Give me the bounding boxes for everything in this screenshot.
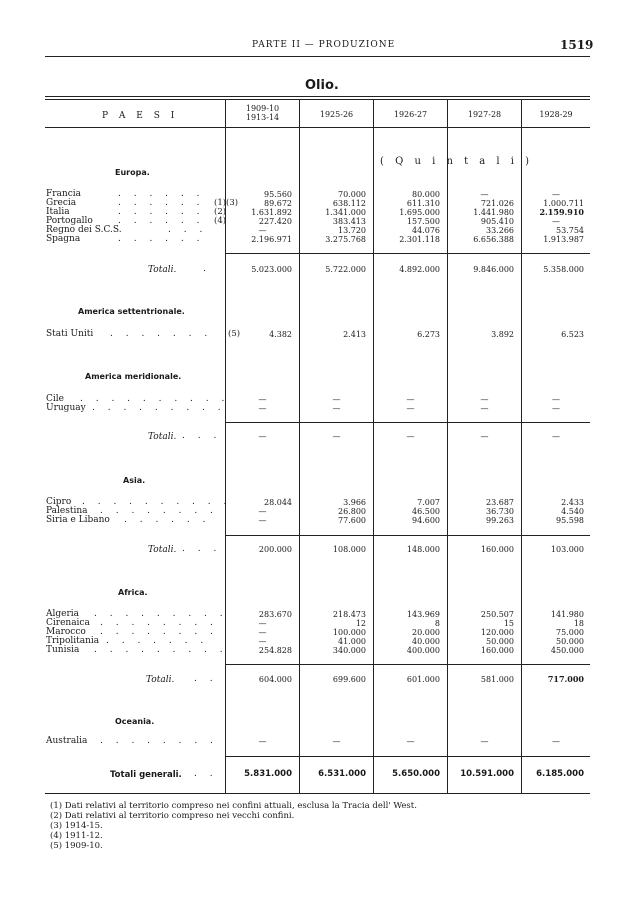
totals-label: Totali. (148, 265, 177, 275)
total-value: — (552, 432, 560, 441)
value-cell: — (258, 395, 267, 404)
value-cell: — (406, 395, 415, 404)
value-cell: 80.000 (412, 190, 440, 199)
header-rule (45, 56, 590, 57)
value-cell: — (480, 737, 489, 746)
subtotal-rule (226, 664, 590, 665)
value-cell: 2.159.910 (539, 207, 584, 217)
column-header-paesi: P A E S I (102, 111, 179, 121)
value-cell: 227.420 (258, 217, 292, 226)
value-cell: 20.000 (412, 628, 440, 637)
grand-total-value: 6.531.000 (318, 769, 366, 779)
value-cell: 2.413 (343, 330, 366, 339)
total-value: 160.000 (480, 545, 514, 554)
country-name: Francia (46, 189, 81, 199)
value-cell: 254.828 (258, 646, 292, 655)
value-cell: 3.892 (491, 330, 514, 339)
total-value: 717.000 (547, 674, 584, 684)
grand-total-label: Totali generali. (110, 770, 182, 780)
value-cell: 611.310 (406, 199, 440, 208)
leader-dots: . . . . . . . (110, 329, 213, 339)
grand-total-value: 10.591.000 (460, 769, 514, 779)
value-cell: 3.966 (343, 498, 366, 507)
leader-dots: . . . . . . . . (100, 618, 218, 628)
table-header-rule (45, 127, 590, 128)
value-cell: 1.341.000 (325, 208, 366, 217)
total-value: — (480, 432, 489, 441)
leader-dots: . . . . . . . (106, 636, 209, 646)
value-cell: 70.000 (338, 190, 366, 199)
value-cell: 400.000 (406, 646, 440, 655)
value-cell: 3.275.768 (325, 235, 366, 244)
value-cell: 77.600 (338, 516, 366, 525)
value-cell: 89.672 (264, 199, 292, 208)
leader-dots: . . . . . . . . (100, 736, 218, 746)
value-cell: — (406, 737, 415, 746)
totals-label: Totali. (148, 545, 177, 555)
value-cell: 95.598 (556, 516, 584, 525)
value-cell: 6.523 (561, 330, 584, 339)
leader-dots: . . (194, 769, 218, 779)
leader-dots: . . . . . . (118, 189, 205, 199)
grand-total-value: 5.831.000 (244, 769, 292, 779)
value-cell: 1.631.892 (251, 208, 292, 217)
column-header-year: 1928-29 (539, 110, 573, 119)
value-cell: 2.301.118 (399, 235, 440, 244)
column-header-year: 1925-26 (319, 110, 354, 119)
total-value: 200.000 (258, 545, 292, 554)
total-value: — (332, 432, 341, 441)
country-name: Grecia (46, 198, 77, 208)
leader-dots: . . . (182, 431, 222, 441)
leader-dots: . . . . . . (118, 216, 205, 226)
value-cell: 75.000 (556, 628, 584, 637)
value-cell: — (552, 404, 560, 413)
footnote-ref: (2) (214, 207, 227, 217)
leader-dots: . . . . . . . . (100, 506, 218, 516)
value-cell: — (258, 516, 267, 525)
value-cell: 4.540 (561, 507, 584, 516)
total-value: 5.722.000 (325, 265, 366, 274)
value-cell: 46.500 (412, 507, 440, 516)
country-name: Siria e Libano (46, 515, 110, 525)
value-cell: 12 (355, 619, 366, 628)
value-cell: 721.026 (480, 199, 514, 208)
value-cell: 8 (434, 619, 440, 628)
value-cell: — (552, 217, 560, 226)
value-cell: 15 (503, 619, 514, 628)
value-cell: 36.730 (486, 507, 514, 516)
footnote-ref: (5) (228, 329, 241, 339)
value-cell: 1.000.711 (543, 199, 584, 208)
value-cell: 40.000 (412, 637, 440, 646)
value-cell: — (332, 737, 341, 746)
leader-dots: . . . (182, 544, 222, 554)
totals-label: Totali. (146, 675, 175, 685)
value-cell: 283.670 (258, 610, 292, 619)
column-header-prewar-line2: 1913-14 (245, 113, 280, 122)
total-value: 5.023.000 (251, 265, 292, 274)
leader-dots: . (203, 264, 211, 274)
leader-dots: . . . (168, 225, 208, 235)
value-cell: 1.913.987 (543, 235, 584, 244)
value-cell: 143.969 (406, 610, 440, 619)
value-cell: 218.473 (332, 610, 366, 619)
value-cell: 141.980 (550, 610, 584, 619)
footnote: (2) Dati relativi al territorio compreso nei vecchi confini. (50, 811, 295, 821)
leader-dots: . . . . . . . . (100, 627, 218, 637)
total-value: 103.000 (550, 545, 584, 554)
value-cell: 160.000 (480, 646, 514, 655)
value-cell: 28.044 (264, 498, 292, 507)
country-name: Uruguay (46, 403, 86, 413)
grand-total-value: 5.650.000 (392, 769, 440, 779)
value-cell: — (332, 404, 341, 413)
value-cell: — (258, 404, 267, 413)
value-cell: — (552, 737, 560, 746)
value-cell: 638.112 (332, 199, 366, 208)
value-cell: 1.441.980 (473, 208, 514, 217)
value-cell: 100.000 (332, 628, 366, 637)
column-header-prewar-line1: 1909-10 (245, 104, 280, 113)
value-cell: 450.000 (550, 646, 584, 655)
country-name: Italia (46, 207, 70, 217)
subtotal-rule (226, 535, 590, 536)
region-heading: America settentrionale. (78, 307, 185, 316)
value-cell: — (258, 226, 267, 235)
total-value: 108.000 (332, 545, 366, 554)
country-name: Stati Uniti (46, 329, 94, 339)
page-number: 1519 (560, 38, 594, 52)
value-cell: — (480, 190, 489, 199)
total-value: 581.000 (480, 675, 514, 684)
country-name: Regno dei S.C.S. (46, 225, 122, 235)
total-value: 601.000 (406, 675, 440, 684)
value-cell: — (552, 190, 560, 199)
value-cell: 4.382 (269, 330, 292, 339)
table-top-rule-2 (45, 99, 590, 100)
region-heading: Europa. (115, 168, 150, 177)
leader-dots: . . . . . . (118, 234, 205, 244)
value-cell: — (258, 628, 267, 637)
total-value: 4.892.000 (399, 265, 440, 274)
region-heading: Oceania. (115, 717, 155, 726)
subtotal-rule (226, 253, 590, 254)
value-cell: 33.266 (486, 226, 514, 235)
country-name: Algeria (46, 609, 80, 619)
total-value: — (406, 432, 415, 441)
grand-total-value: 6.185.000 (536, 769, 584, 779)
value-cell: — (258, 737, 267, 746)
value-cell: 99.263 (486, 516, 514, 525)
value-cell: 41.000 (338, 637, 366, 646)
table-bottom-rule (45, 793, 590, 794)
footnote: (4) 1911-12. (50, 831, 103, 841)
country-name: Tunisia (46, 645, 80, 655)
total-value: — (258, 432, 267, 441)
country-name: Palestina (46, 506, 88, 516)
total-value: 9.846.000 (473, 265, 514, 274)
value-cell: — (480, 404, 489, 413)
value-cell: 250.507 (480, 610, 514, 619)
country-name: Spagna (46, 234, 81, 244)
value-cell: 23.687 (486, 498, 514, 507)
table-top-rule-1 (45, 96, 590, 97)
value-cell: 2.433 (561, 498, 584, 507)
value-cell: 157.500 (406, 217, 440, 226)
footnote: (1) Dati relativi al territorio compreso nei confini attuali, esclusa la Tracia dell' West. (50, 801, 417, 811)
region-heading: Asia. (123, 476, 146, 485)
subtotal-rule (226, 756, 590, 757)
region-heading: America meridionale. (85, 372, 182, 381)
totals-label: Totali. (148, 432, 177, 442)
value-cell: — (258, 507, 267, 516)
value-cell: 120.000 (480, 628, 514, 637)
value-cell: — (552, 395, 560, 404)
value-cell: 53.754 (556, 226, 584, 235)
country-name: Australia (46, 736, 88, 746)
value-cell: 1.695.000 (399, 208, 440, 217)
total-value: 148.000 (406, 545, 440, 554)
leader-dots: . . . . . . . . . . (82, 497, 232, 507)
value-cell: 6.273 (417, 330, 440, 339)
country-name: Cile (46, 394, 64, 404)
value-cell: 13.720 (338, 226, 366, 235)
leader-dots: . . . . . . . . . (92, 403, 226, 413)
subtotal-rule (226, 422, 590, 423)
page-title: Olio. (305, 78, 339, 93)
value-cell: 2.196.971 (251, 235, 292, 244)
footnotes (50, 801, 417, 851)
value-cell: 18 (573, 619, 584, 628)
leader-dots: . . . . . . (118, 198, 205, 208)
total-value: 5.358.000 (543, 265, 584, 274)
region-heading: Africa. (118, 588, 148, 597)
value-cell: 44.076 (412, 226, 440, 235)
footnote-ref: (4) (214, 216, 227, 226)
value-cell: — (332, 395, 341, 404)
value-cell: 94.600 (412, 516, 440, 525)
footnote: (3) 1914-15. (50, 821, 103, 831)
country-name: Cirenaica (46, 618, 90, 628)
country-name: Cipro (46, 497, 72, 507)
value-cell: — (258, 637, 267, 646)
leader-dots: . . . . . . (124, 515, 211, 525)
country-name: Portogallo (46, 216, 93, 226)
leader-dots: . . (194, 674, 218, 684)
value-cell: — (406, 404, 415, 413)
footnote-ref: (1)(3) (214, 198, 239, 208)
total-value: 604.000 (258, 675, 292, 684)
total-value: 699.600 (332, 675, 366, 684)
value-cell: 340.000 (332, 646, 366, 655)
country-name: Marocco (46, 627, 86, 637)
value-cell: 26.800 (338, 507, 366, 516)
value-cell: 50.000 (556, 637, 584, 646)
leader-dots: . . . . . . . . . (94, 609, 228, 619)
running-header: PARTE II — PRODUZIONE (252, 40, 396, 50)
unit-label: ( Q u i n t a l i ) (380, 156, 534, 167)
column-header-year: 1926-27 (393, 110, 428, 119)
country-name: Tripolitania (46, 636, 100, 646)
footnote: (5) 1909-10. (50, 841, 103, 851)
column-header-year: 1927-28 (467, 110, 502, 119)
value-cell: — (258, 619, 267, 628)
value-cell: 95.560 (264, 190, 292, 199)
value-cell: 7.007 (417, 498, 440, 507)
value-cell: 50.000 (486, 637, 514, 646)
value-cell: — (480, 395, 489, 404)
leader-dots: . . . . . . . . . . (80, 394, 230, 404)
value-cell: 905.410 (480, 217, 514, 226)
value-cell: 6.656.388 (473, 235, 514, 244)
leader-dots: . . . . . . . . . (94, 645, 228, 655)
leader-dots: . . . . . . (118, 207, 205, 217)
value-cell: 383.413 (332, 217, 366, 226)
column-header-prewar (226, 104, 299, 122)
